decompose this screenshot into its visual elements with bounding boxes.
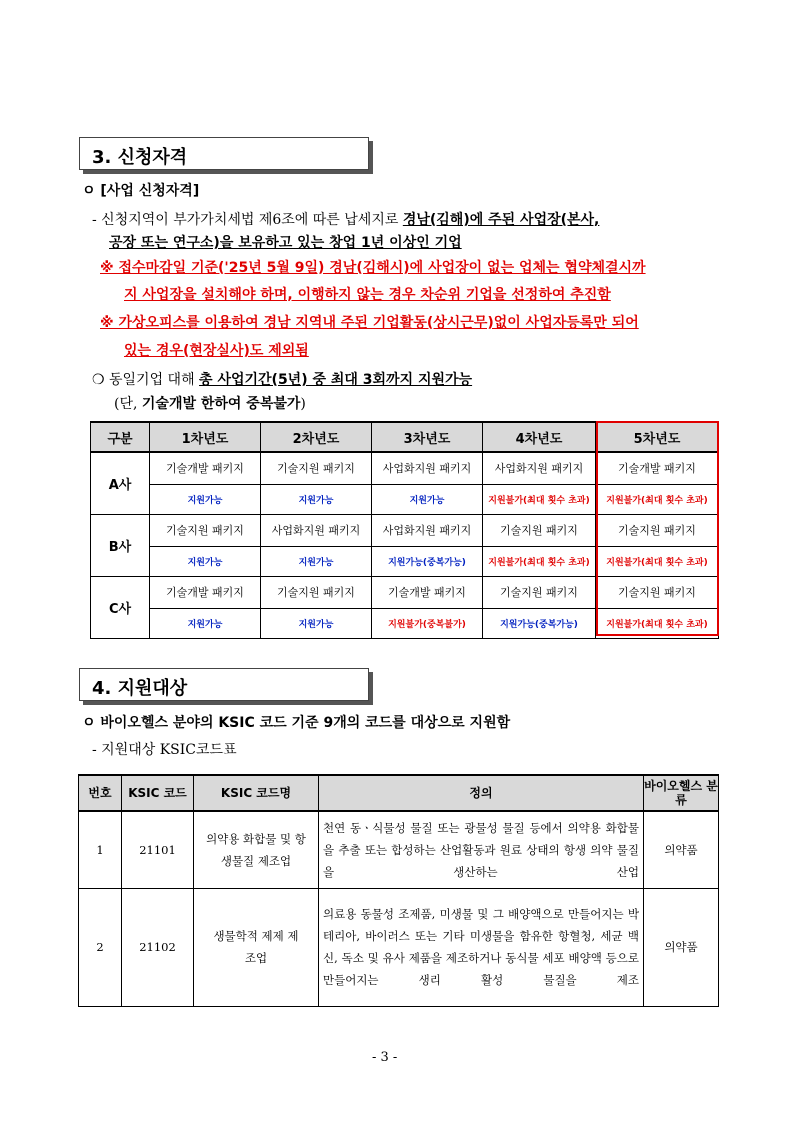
target-heading: ㅇ 바이오헬스 분야의 KSIC 코드 기준 9개의 코드를 대상으로 지원함: [82, 715, 511, 731]
limit-line-text: ❍ 동일기업 대해: [92, 372, 200, 388]
package-cell: 기술지원 패키지: [596, 514, 719, 546]
support-schedule-table: [90, 421, 719, 639]
ksic-code-table: [78, 774, 719, 1007]
ksic-name: 생물학적 제제 제조업: [194, 888, 319, 1006]
schedule-header: 2차년도: [261, 422, 372, 452]
schedule-header: 3차년도: [372, 422, 483, 452]
limit-line: [92, 370, 472, 390]
schedule-status-row: [91, 484, 719, 514]
page-number: - 3 -: [372, 1050, 398, 1065]
note-2-line-1: ※ 가상오피스를 이용하여 경남 지역내 주된 기업활동(상시근무)없이 사업자등록만 되어: [100, 315, 639, 331]
package-cell: 기술지원 패키지: [596, 576, 719, 608]
package-cell: 기술지원 패키지: [150, 514, 261, 546]
eligibility-line-1: [92, 210, 599, 230]
ksic-definition: 천연 동ㆍ식물성 물질 또는 광물성 물질 등에서 의약용 화합물을 추출 또는 합성하는 산업활동과 원료 상태의 항생 의약 물질을 생산하는 산업: [319, 811, 644, 888]
ksic-definition: 의료용 동물성 조제품, 미생물 및 그 배양액으로 만들어지는 박테리아, 바이러스 또는 기타 미생물을 함유한 항혈청, 세균 백신, 독소 및 유사 제품을 제조하거나 동식물 세포 배양액 등으로 만들어지는 생리 활성 물질을 제조: [319, 888, 644, 1006]
company-cell: C사: [91, 576, 150, 638]
package-cell: 기술개발 패키지: [596, 452, 719, 484]
status-cell: 지원가능: [261, 608, 372, 638]
ksic-header: 번호: [79, 775, 122, 811]
company-cell: B사: [91, 514, 150, 576]
status-cell: 지원불가(최대 횟수 초과): [483, 484, 596, 514]
status-cell: 지원가능: [150, 608, 261, 638]
ksic-header: KSIC 코드: [122, 775, 194, 811]
status-cell: 지원가능(중복가능): [483, 608, 596, 638]
schedule-package-row: [91, 514, 719, 546]
section-3-title: 3. 신청자격: [79, 137, 369, 170]
status-cell: 지원불가(최대 횟수 초과): [596, 484, 719, 514]
schedule-header: 4차년도: [483, 422, 596, 452]
ksic-header: 정의: [319, 775, 644, 811]
section-4-title: 4. 지원대상: [79, 668, 369, 701]
schedule-header-row: [91, 422, 719, 452]
limit-line-2: [114, 394, 306, 414]
ksic-header: 바이오헬스 분류: [644, 775, 719, 811]
eligibility-line-1-text: - 신청지역이 부가가치세법 제6조에 따른 납세지로: [92, 212, 403, 228]
package-cell: 사업화지원 패키지: [261, 514, 372, 546]
limit-line-2-emphasis: 기술개발 한하여 중복불가: [141, 396, 301, 412]
status-cell: 지원불가(중복불가): [372, 608, 483, 638]
schedule-header: 1차년도: [150, 422, 261, 452]
status-cell: 지원가능: [150, 546, 261, 576]
ksic-category: 의약품: [644, 811, 719, 888]
package-cell: 기술지원 패키지: [261, 576, 372, 608]
schedule-package-row: [91, 576, 719, 608]
package-cell: 기술개발 패키지: [150, 452, 261, 484]
note-1-line-2: 지 사업장을 설치해야 하며, 이행하지 않는 경우 차순위 기업을 선정하여 추진함: [124, 287, 611, 303]
ksic-header-row: [79, 775, 719, 811]
limit-line-emphasis: 총 사업기간(5년) 중 최대 3회까지 지원가능: [199, 372, 473, 388]
note-2-line-2: 있는 경우(현장실사)도 제외됨: [124, 343, 309, 359]
package-cell: 기술지원 패키지: [483, 514, 596, 546]
schedule-status-row: [91, 546, 719, 576]
schedule-header: 구분: [91, 422, 150, 452]
package-cell: 사업화지원 패키지: [372, 514, 483, 546]
package-cell: 사업화지원 패키지: [372, 452, 483, 484]
ksic-header: KSIC 코드명: [194, 775, 319, 811]
ksic-code: 21101: [122, 811, 194, 888]
ksic-no: 1: [79, 811, 122, 888]
package-cell: 기술지원 패키지: [261, 452, 372, 484]
eligibility-line-1-emphasis: 경남(김해)에 주된 사업장(본사,: [402, 212, 600, 228]
package-cell: 사업화지원 패키지: [483, 452, 596, 484]
limit-line-2-pre: (단,: [114, 396, 142, 412]
eligibility-heading: ㅇ [사업 신청자격]: [82, 183, 200, 199]
note-1-line-1: ※ 접수마감일 기준('25년 5월 9일) 경남(김해시)에 사업장이 없는 업체는 협약체결시까: [100, 260, 646, 276]
ksic-table-caption: - 지원대상 KSIC코드표: [92, 742, 237, 758]
status-cell: 지원가능: [372, 484, 483, 514]
status-cell: 지원불가(최대 횟수 초과): [596, 546, 719, 576]
schedule-header: 5차년도: [596, 422, 719, 452]
ksic-row: [79, 811, 719, 888]
schedule-package-row: [91, 452, 719, 484]
schedule-status-row: [91, 608, 719, 638]
status-cell: 지원불가(최대 횟수 초과): [483, 546, 596, 576]
ksic-no: 2: [79, 888, 122, 1006]
status-cell: 지원가능: [150, 484, 261, 514]
status-cell: 지원가능(중복가능): [372, 546, 483, 576]
package-cell: 기술개발 패키지: [150, 576, 261, 608]
package-cell: 기술지원 패키지: [483, 576, 596, 608]
ksic-code: 21102: [122, 888, 194, 1006]
status-cell: 지원가능: [261, 484, 372, 514]
ksic-row: [79, 888, 719, 1006]
status-cell: 지원가능: [261, 546, 372, 576]
ksic-name: 의약용 화합물 및 항생물질 제조업: [194, 811, 319, 888]
package-cell: 기술개발 패키지: [372, 576, 483, 608]
company-cell: A사: [91, 452, 150, 514]
status-cell: 지원불가(최대 횟수 초과): [596, 608, 719, 638]
limit-line-2-post: ): [300, 396, 306, 412]
eligibility-line-2: 공장 또는 연구소)을 보유하고 있는 창업 1년 이상인 기업: [109, 235, 462, 251]
ksic-category: 의약품: [644, 888, 719, 1006]
